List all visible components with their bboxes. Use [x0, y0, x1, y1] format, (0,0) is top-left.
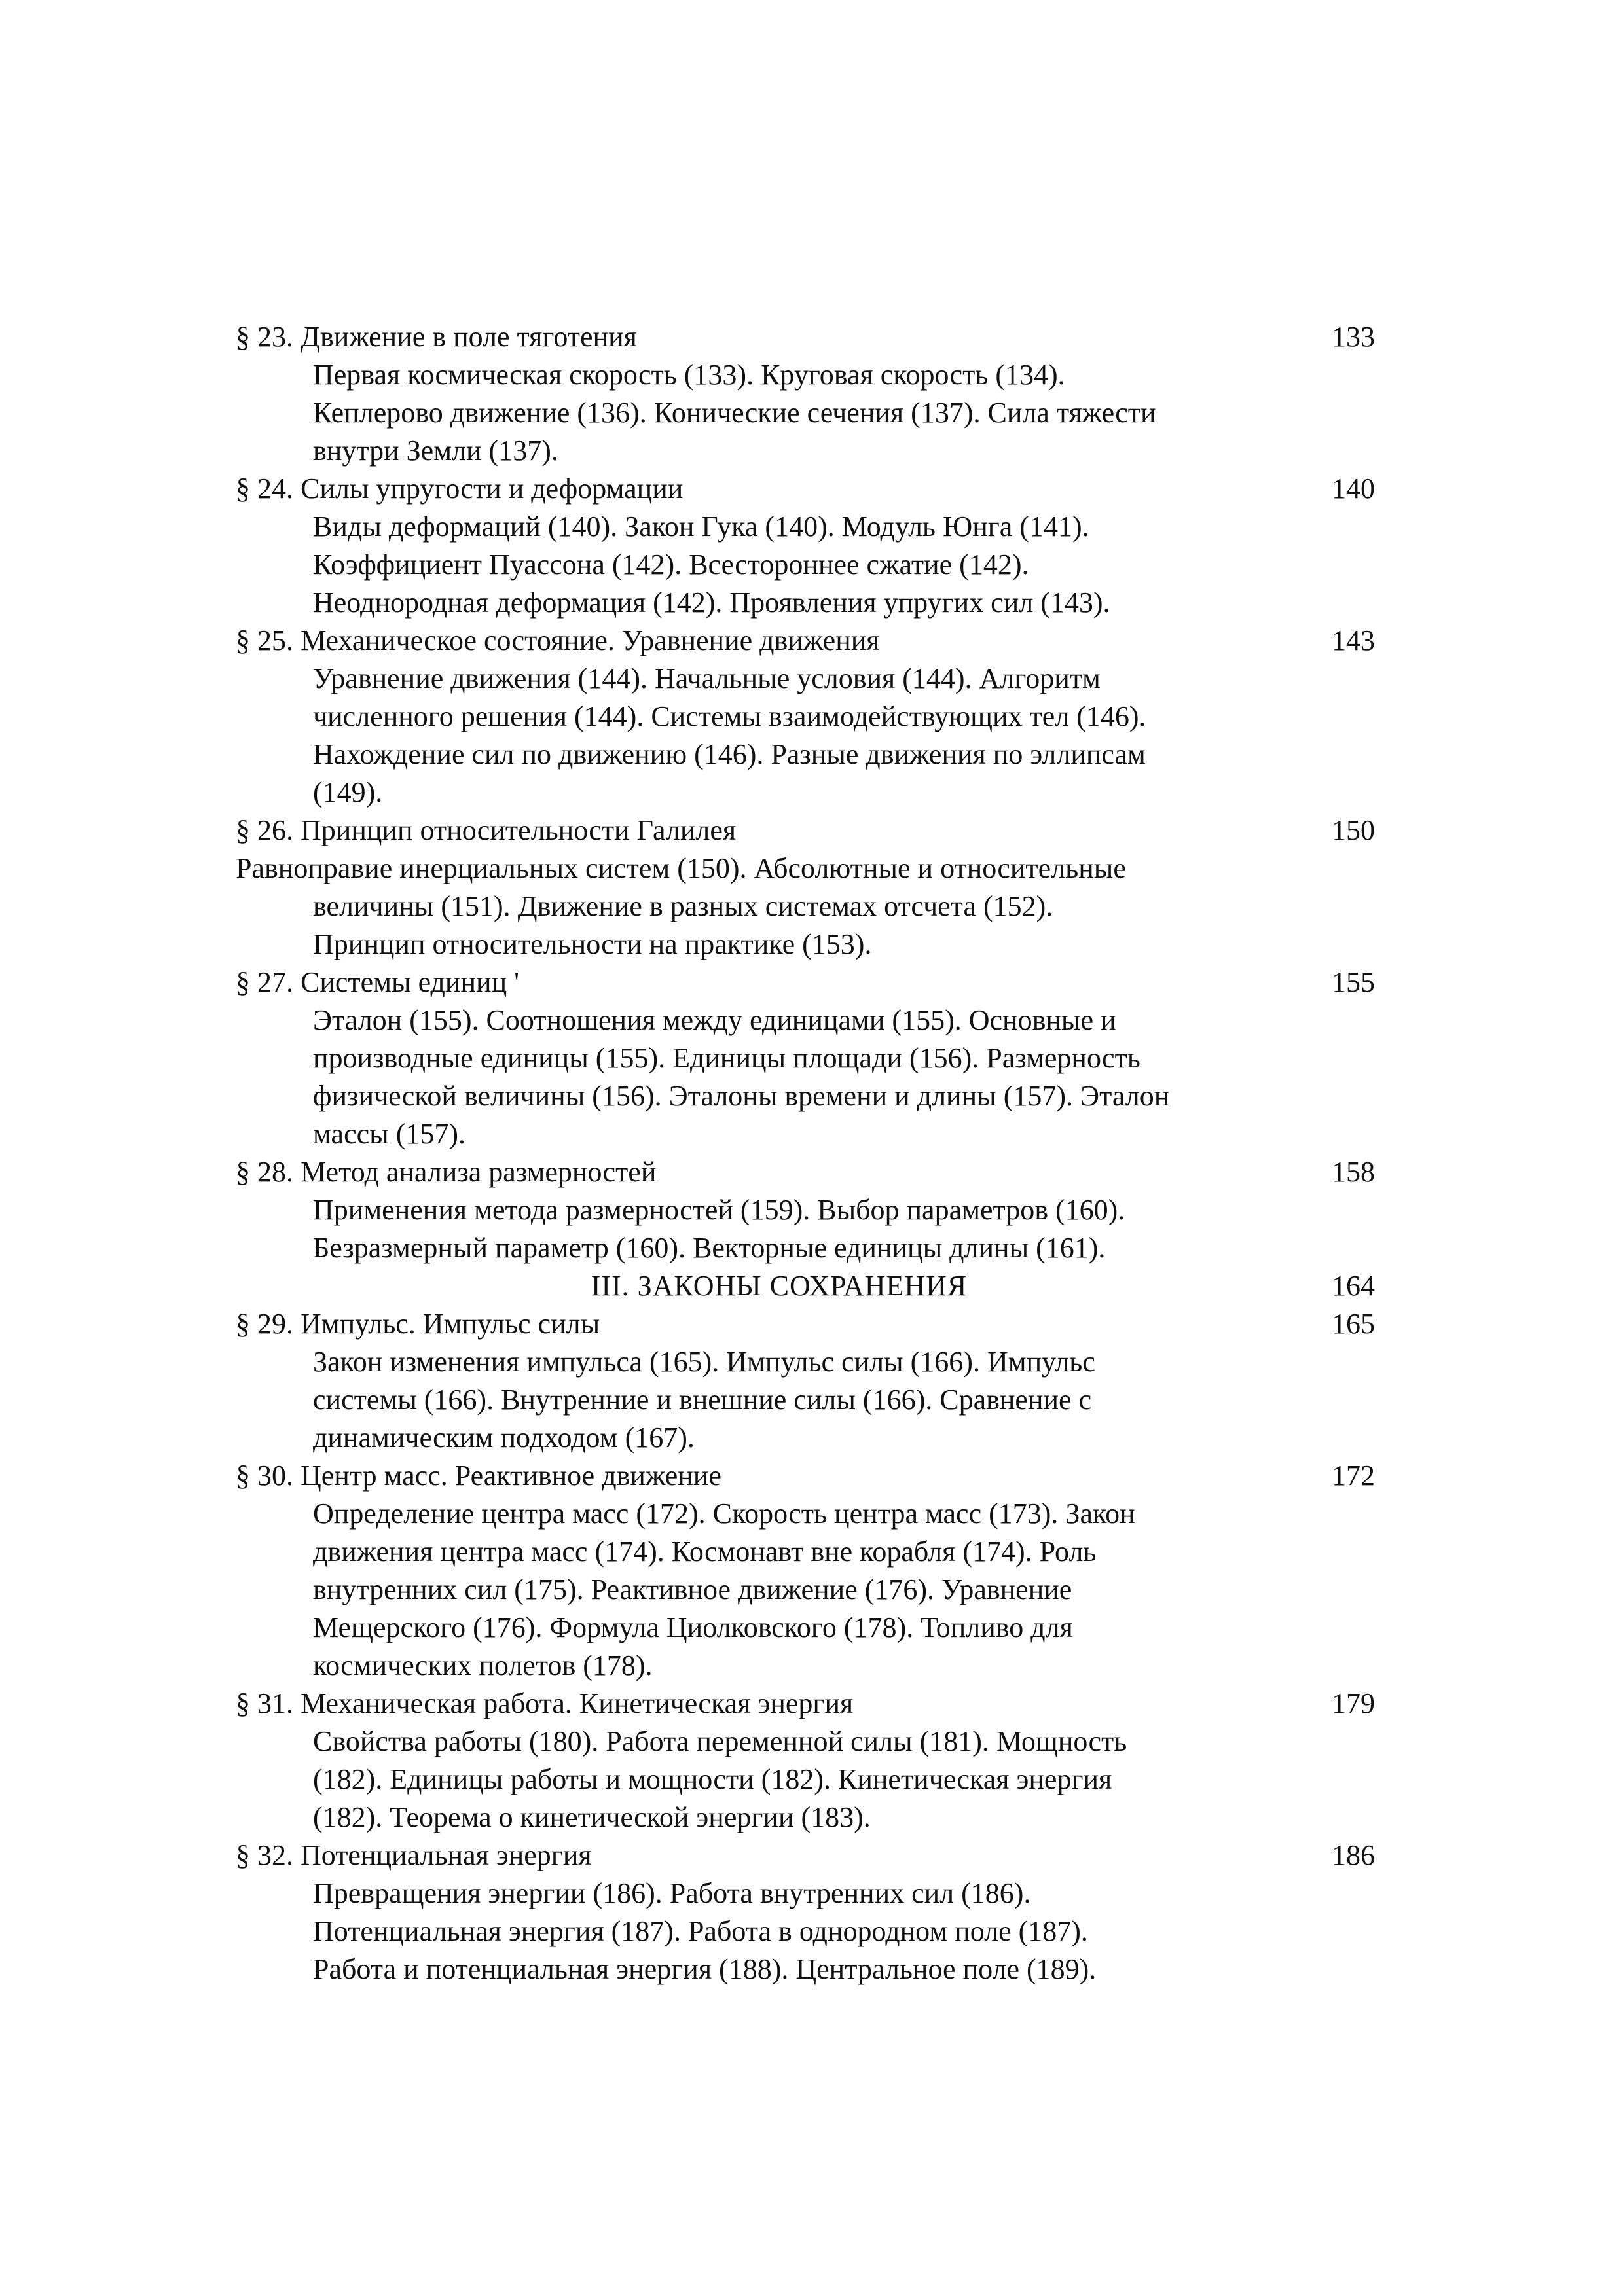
description-line: внутри Земли (137).	[313, 435, 558, 467]
description-line: производные единицы (155). Единицы площади (156). Размерность	[313, 1042, 1140, 1074]
description-line: Превращения энергии (186). Работа внутренних сил (186).	[313, 1877, 1031, 1909]
section-heading-row	[236, 318, 1375, 356]
page-number: 179	[1332, 1687, 1375, 1719]
section-heading: § 25. Механическое состояние. Уравнение движения	[236, 624, 880, 656]
description-line: (182). Единицы работы и мощности (182). Кинетическая энергия	[313, 1763, 1112, 1795]
part-title: III. ЗАКОНЫ СОХРАНЕНИЯ	[591, 1270, 968, 1302]
page-number: 186	[1332, 1839, 1375, 1871]
toc-entry	[236, 963, 1375, 1153]
description-line: физической величины (156). Эталоны времени и длины (157). Эталон	[313, 1080, 1170, 1112]
toc-entry	[236, 1837, 1375, 1988]
description-line: массы (157).	[313, 1118, 465, 1150]
toc-entry	[236, 1457, 1375, 1685]
section-heading: § 29. Импульс. Импульс силы	[236, 1308, 600, 1340]
table-of-contents	[236, 318, 1375, 1988]
section-heading-row	[236, 812, 1375, 850]
page-number: 143	[1332, 624, 1375, 656]
description-line: Работа и потенциальная энергия (188). Центральное поле (189).	[313, 1953, 1097, 1985]
description-line: системы (166). Внутренние и внешние силы (166). Сравнение с	[313, 1384, 1092, 1416]
description-line: Свойства работы (180). Работа переменной силы (181). Мощность	[313, 1725, 1127, 1757]
section-heading-row	[236, 622, 1375, 660]
section-description	[236, 1191, 1295, 1267]
section-description	[236, 850, 1295, 963]
page-number: 172	[1332, 1460, 1375, 1492]
page-number: 140	[1332, 473, 1375, 505]
page-number: 150	[1332, 814, 1375, 846]
section-heading: § 26. Принцип относительности Галилея	[236, 814, 737, 846]
description-line: Виды деформаций (140). Закон Гука (140). Модуль Юнга (141).	[313, 511, 1089, 543]
section-heading-row	[236, 1305, 1375, 1343]
toc-entry	[236, 812, 1375, 963]
description-line: Мещерского (176). Формула Циолковского (178). Топливо для	[313, 1611, 1073, 1643]
description-line: (182). Теорема о кинетической энергии (183).	[313, 1801, 871, 1833]
section-description	[236, 356, 1295, 470]
section-description	[236, 660, 1295, 812]
section-description	[236, 1495, 1295, 1685]
description-line: Кеплерово движение (136). Конические сечения (137). Сила тяжести	[313, 397, 1156, 429]
description-line: Закон изменения импульса (165). Импульс силы (166). Импульс	[313, 1346, 1095, 1378]
toc-entry	[236, 1685, 1375, 1837]
description-line: (149).	[313, 776, 383, 808]
description-line: Первая космическая скорость (133). Круговая скорость (134).	[313, 359, 1065, 391]
section-heading-row	[236, 963, 1375, 1001]
description-line: Нахождение сил по движению (146). Разные движения по эллипсам	[313, 738, 1146, 770]
section-heading-row	[236, 470, 1375, 508]
page-number: 155	[1332, 966, 1375, 998]
section-heading: § 31. Механическая работа. Кинетическая энергия	[236, 1687, 854, 1719]
toc-entry	[236, 1153, 1375, 1267]
description-line: внутренних сил (175). Реактивное движение (176). Уравнение	[313, 1573, 1072, 1605]
section-heading-row	[236, 1837, 1375, 1874]
section-heading: § 23. Движение в поле тяготения	[236, 321, 637, 353]
description-line: Коэффициент Пуассона (142). Всестороннее сжатие (142).	[313, 548, 1029, 581]
section-heading-row	[236, 1685, 1375, 1723]
description-line: Принцип относительности на практике (153).	[313, 928, 872, 960]
section-heading: § 27. Системы единиц '	[236, 966, 520, 998]
description-line: Неоднородная деформация (142). Проявления упругих сил (143).	[313, 586, 1110, 619]
section-description	[236, 1723, 1295, 1837]
section-description	[236, 1343, 1295, 1457]
toc-entry	[236, 622, 1375, 812]
description-line: движения центра масс (174). Космонавт вне корабля (174). Роль	[313, 1535, 1097, 1568]
section-heading: § 28. Метод анализа размерностей	[236, 1156, 657, 1188]
part-heading	[236, 1267, 1375, 1305]
description-line: Определение центра масс (172). Скорость центра масс (173). Закон	[313, 1498, 1135, 1530]
description-line: Безразмерный параметр (160). Векторные единицы длины (161).	[313, 1232, 1106, 1264]
description-line: Равноправие инерциальных систем (150). Абсолютные и относительные	[236, 852, 1126, 884]
page-number: 133	[1332, 321, 1375, 353]
toc-entry	[236, 318, 1375, 470]
description-line: Применения метода размерностей (159). Выбор параметров (160).	[313, 1194, 1125, 1226]
description-line: величины (151). Движение в разных системах отсчета (152).	[313, 890, 1053, 922]
description-line: Эталон (155). Соотношения между единицами (155). Основные и	[313, 1004, 1116, 1036]
toc-entry	[236, 1305, 1375, 1457]
description-line: Потенциальная энергия (187). Работа в однородном поле (187).	[313, 1915, 1088, 1947]
section-description	[236, 508, 1295, 622]
page-number: 158	[1332, 1156, 1375, 1188]
description-line: динамическим подходом (167).	[313, 1422, 695, 1454]
section-heading-row	[236, 1457, 1375, 1495]
description-line: Уравнение движения (144). Начальные условия (144). Алгоритм	[313, 662, 1101, 694]
page-number: 164	[1332, 1270, 1375, 1302]
section-description	[236, 1874, 1295, 1988]
toc-entry	[236, 470, 1375, 622]
page-number: 165	[1332, 1308, 1375, 1340]
description-line: космических полетов (178).	[313, 1649, 653, 1681]
section-description	[236, 1001, 1295, 1153]
description-line: численного решения (144). Системы взаимодействующих тел (146).	[313, 700, 1146, 732]
section-heading: § 30. Центр масс. Реактивное движение	[236, 1460, 721, 1492]
section-heading: § 24. Силы упругости и деформации	[236, 473, 684, 505]
part-heading-row	[236, 1267, 1375, 1305]
section-heading-row	[236, 1153, 1375, 1191]
section-heading: § 32. Потенциальная энергия	[236, 1839, 592, 1871]
